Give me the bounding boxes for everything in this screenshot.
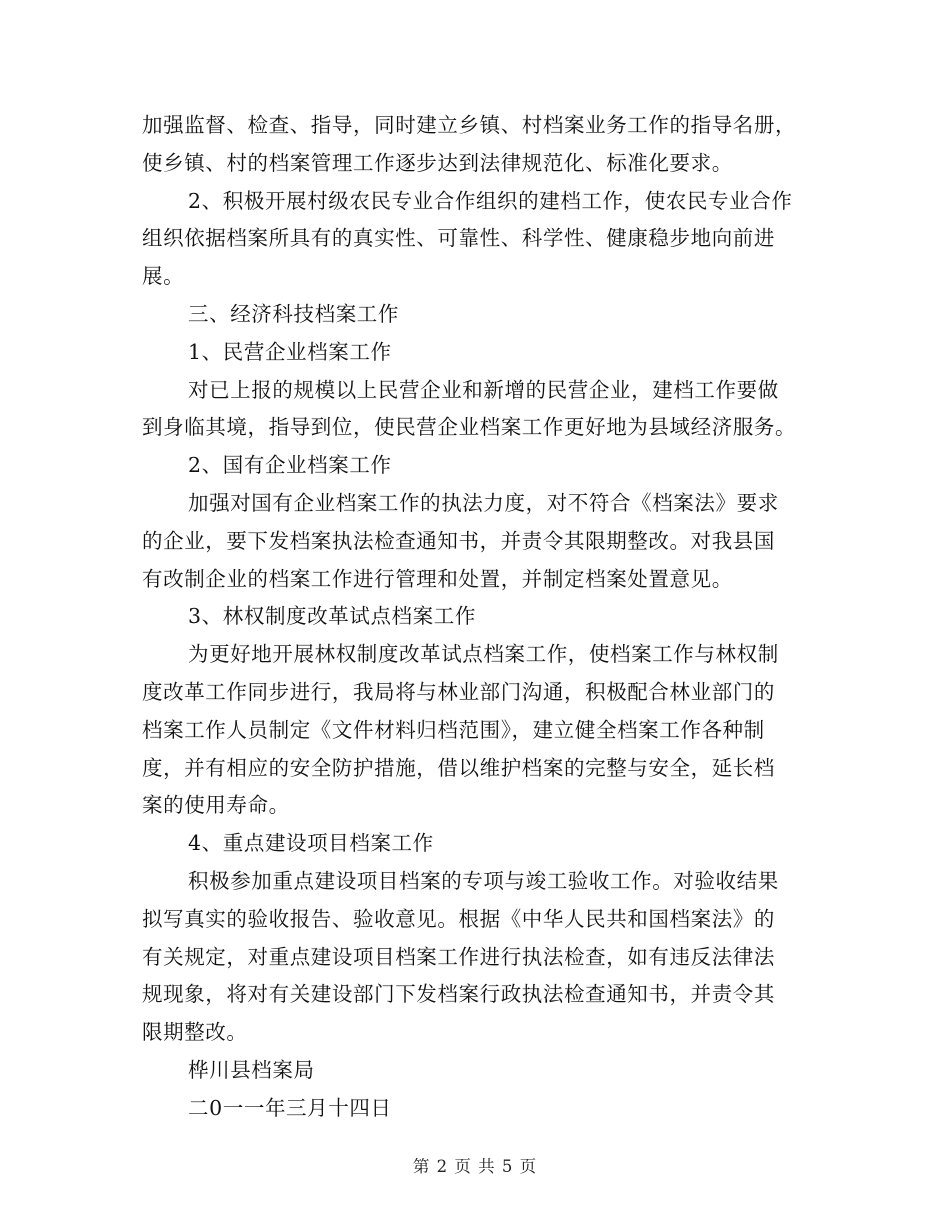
paragraph — [142, 636, 812, 825]
text-line: 度改革工作同步进行，我局将与林业部门沟通，积极配合林业部门的 — [142, 679, 775, 704]
paragraph — [142, 183, 812, 296]
subsection-heading — [142, 598, 812, 636]
section-heading — [142, 296, 812, 334]
text-line: 为更好地开展林权制度改革试点档案工作，使档案工作与林权制 — [188, 642, 779, 667]
text-line: 4、重点建设项目档案工作 — [188, 831, 434, 856]
subsection-heading — [142, 334, 812, 372]
signature-organization — [142, 1052, 812, 1090]
paragraph — [142, 863, 812, 1052]
text-line: 加强监督、检查、指导，同时建立乡镇、村档案业务工作的指导名册， — [142, 113, 797, 137]
text-line: 档案工作人员制定《文件材料归档范围》，建立健全档案工作各种制 — [142, 717, 765, 742]
text-line: 组织依据档案所具有的真实性、可靠性、科学性、健康稳步地向前进 — [142, 226, 775, 251]
subsection-heading — [142, 825, 812, 863]
text-line: 2、积极开展村级农民专业合作组织的建档工作，使农民专业合作 — [188, 188, 793, 213]
text-line: 3、林权制度改革试点档案工作 — [188, 604, 476, 629]
text-line: 有关规定，对重点建设项目档案工作进行执法检查，如有违反法律法 — [142, 944, 775, 969]
page-number-footer: 第 2 页 共 5 页 — [412, 1157, 538, 1176]
text-line: 对已上报的规模以上民营企业和新增的民营企业，建档工作要做 — [188, 377, 779, 402]
text-line: 二0一一年三月十四日 — [188, 1095, 392, 1120]
document-body — [142, 107, 812, 1128]
text-line: 规现象，将对有关建设部门下发档案行政执法检查通知书，并责令其 — [142, 982, 775, 1007]
text-line: 1、民营企业档案工作 — [188, 339, 392, 364]
text-line: 使乡镇、村的档案管理工作逐步达到法律规范化、标准化要求。 — [142, 150, 733, 175]
paragraph — [142, 485, 812, 598]
subsection-heading — [142, 447, 812, 485]
text-line: 限期整改。 — [142, 1020, 248, 1045]
paragraph — [142, 107, 812, 183]
text-line: 加强对国有企业档案工作的执法力度，对不符合《档案法》要求 — [188, 490, 779, 515]
text-line: 案的使用寿命。 — [142, 793, 290, 818]
text-line: 有改制企业的档案工作进行管理和处置，并制定档案处置意见。 — [142, 566, 733, 591]
signature-date — [142, 1090, 812, 1128]
text-line: 积极参加重点建设项目档案的专项与竣工验收工作。对验收结果 — [188, 868, 779, 893]
paragraph — [142, 372, 812, 448]
text-line: 的企业，要下发档案执法检查通知书，并责令其限期整改。对我县国 — [142, 528, 775, 553]
text-line: 到身临其境，指导到位，使民营企业档案工作更好地为县域经济服务。 — [142, 415, 797, 440]
text-line: 2、国有企业档案工作 — [188, 453, 392, 478]
text-line: 桦川县档案局 — [188, 1057, 315, 1082]
text-line: 展。 — [142, 264, 185, 289]
text-line: 拟写真实的验收报告、验收意见。根据《中华人民共和国档案法》的 — [142, 906, 775, 931]
text-line: 度，并有相应的安全防护措施，借以维护档案的完整与安全，延长档 — [142, 755, 775, 780]
text-line: 三、经济科技档案工作 — [188, 301, 399, 326]
